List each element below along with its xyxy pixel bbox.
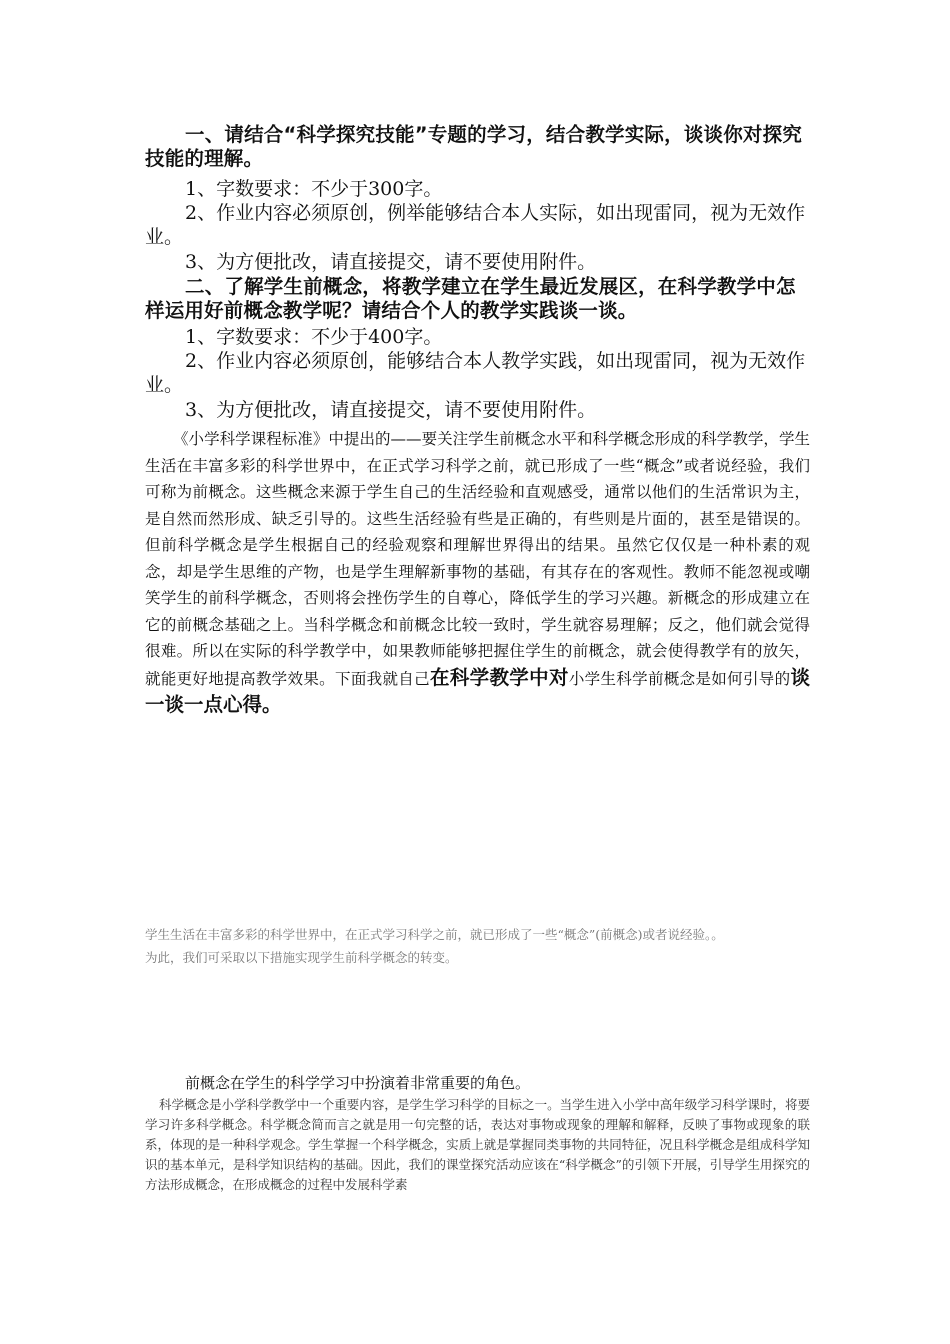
section-1-item-2: 2、作业内容必须原创，例举能够结合本人实际，如出现雷同，视为无效作业。 [145, 202, 806, 248]
section-2-heading: 二、了解学生前概念，将教学建立在学生最近发展区，在科学教学中怎样运用好前概念教学呢？请结合个人的教学实践谈一谈。 [145, 275, 796, 322]
final-paragraph: 科学概念是小学科学教学中一个重要内容，是学生学习科学的目标之一。当学生进入小学中高年级学习科学课时，将要学习许多科学概念。科学概念简而言之就是用一句完整的话，表达对事物或现象的理解和解释，反映了事物或现象的联系，体现的是一种科学观念。学生掌握一个科学概念，实质上就是掌握同类事物的共同特征，况且科学概念是组成科学知识的基本单元，是科学知识结构的基础。因此，我们的课堂探究活动应该在“科学概念”的引领下开展，引导学生用探究的方法形成概念，在形成概念的过程中发展科学素 [145, 1097, 810, 1192]
role-line: 前概念在学生的科学学习中扮演着非常重要的角色。 [185, 1074, 531, 1092]
gray-line-1: 学生生活在丰富多彩的科学世界中，在正式学习科学之前，就已形成了一些“概念”(前概念)或者说经验。。 [145, 927, 724, 942]
gray-line-2: 为此，我们可采取以下措施实现学生前科学概念的转变。 [145, 950, 458, 965]
essay-paragraph [145, 426, 810, 720]
section-1-item-3: 3、为方便批改，请直接提交，请不要使用附件。 [185, 251, 597, 273]
section-1-heading: 一、请结合“科学探究技能”专题的学习，结合教学实际，谈谈你对探究技能的理解。 [145, 123, 803, 170]
essay-middle: 小学生科学前概念是如何引导的 [568, 669, 791, 688]
essay-bold-end: 谈一谈一点心得。 [145, 665, 810, 716]
essay-body: 《小学科学课程标准》中提出的——要关注学生前概念水平和科学概念形成的科学教学，学生生活在丰富多彩的科学世界中，在正式学习科学之前，就已形成了一些“概念”或者说经验，我们可称为前概念。这些概念来源于学生自己的生活经验和直观感受，通常以他们的生活常识为主，是自然而然形成、缺乏引导的。这些生活经验有些是正确的，有些则是片面的，甚至是错误的。但前科学概念是学生根据自己的经验观察和理解世界得出的结果。虽然它仅仅是一种朴素的观念，却是学生思维的产物，也是学生理解新事物的基础，有其存在的客观性。教师不能忽视或嘲笑学生的前科学概念，否则将会挫伤学生的自尊心，降低学生的学习兴趣。新概念的形成建立在它的前概念基础之上。当科学概念和前概念比较一致时，学生就容易理解；反之，他们就会觉得很难。所以在实际的科学教学中，如果教师能够把握住学生的前概念，就会使得教学有的放矢，就能更好地提高教学效果。下面我就自己 [145, 430, 810, 688]
section-2-item-2: 2、作业内容必须原创，能够结合本人教学实践，如出现雷同，视为无效作业。 [145, 350, 806, 396]
section-2-item-3: 3、为方便批改，请直接提交，请不要使用附件。 [185, 399, 597, 421]
section-2-item-1: 1、字数要求：不少于400字。 [185, 326, 443, 348]
essay-bold-start: 在科学教学中对 [429, 665, 569, 689]
section-1-item-1: 1、字数要求：不少于300字。 [185, 178, 443, 200]
